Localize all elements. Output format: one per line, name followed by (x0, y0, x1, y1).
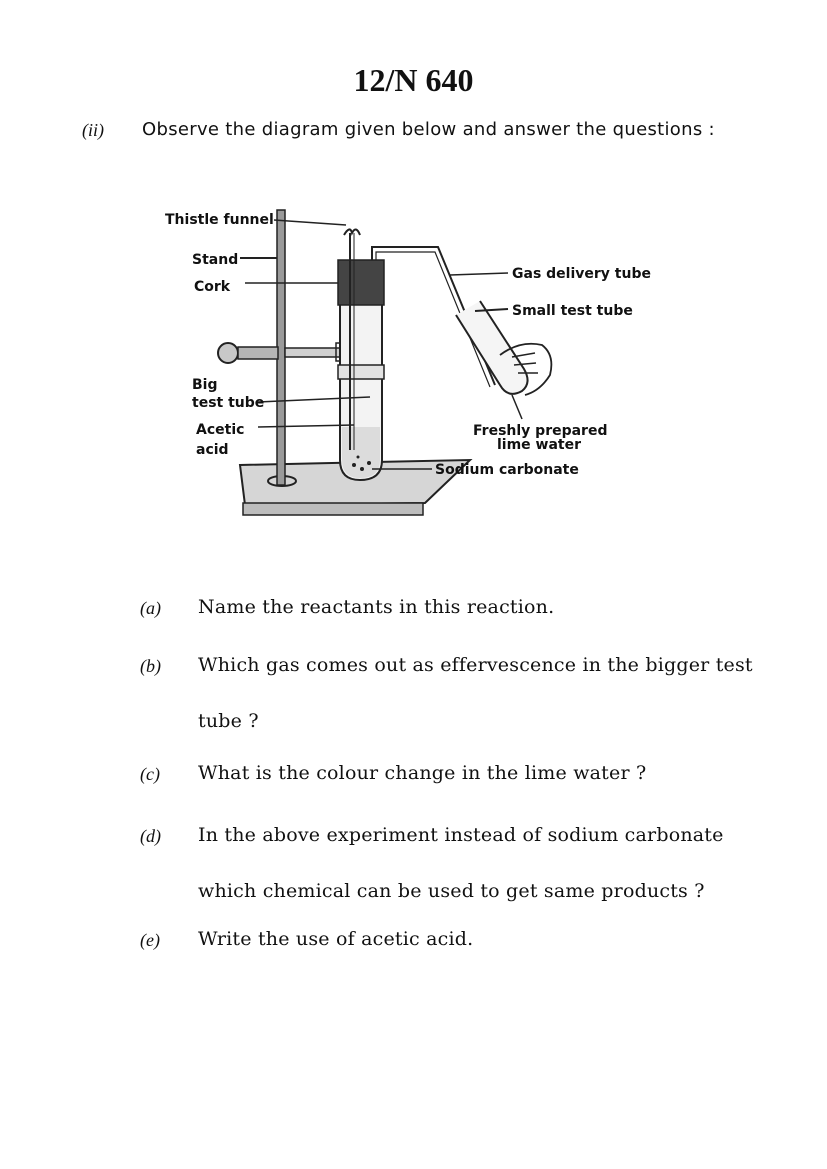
label-lime-water: Freshly prepared (473, 423, 608, 439)
label-big-test-tube: test tube (192, 395, 265, 411)
label-sodium-carbonate: Sodium carbonate (435, 462, 579, 478)
subquestion-text: Write the use of acetic acid. (198, 928, 474, 950)
question-intro: Observe the diagram given below and answer the questions : (142, 119, 715, 140)
label-lime-water: lime water (497, 437, 582, 453)
label-big-test-tube: Big (192, 377, 218, 393)
subquestion-text: Which gas comes out as effervescence in the bigger test tube ? (198, 654, 753, 732)
stand-base-front (243, 503, 423, 515)
subquestion-letter: (c) (140, 764, 160, 784)
clamp-arm (285, 348, 340, 357)
apparatus-diagram (140, 195, 660, 535)
label-cork: Cork (194, 279, 231, 295)
subquestion-text: What is the colour change in the lime water ? (198, 762, 647, 784)
subquestion-letter: (b) (140, 656, 161, 676)
label-thistle-funnel: Thistle funnel (165, 212, 274, 228)
subquestion-letter: (d) (140, 826, 161, 846)
label-stand: Stand (192, 252, 239, 268)
sodium-carbonate-dot (357, 456, 360, 459)
thistle-funnel-top (344, 229, 360, 235)
subquestion-letter: (e) (140, 930, 160, 950)
tube-collar (338, 365, 384, 379)
sodium-carbonate-dot (367, 461, 371, 465)
clamp-knob (218, 343, 238, 363)
cork (338, 260, 384, 305)
subquestion-text: In the above experiment instead of sodium carbonate which chemical can be used to get same products ? (198, 824, 724, 902)
leader-lime-water (512, 395, 522, 419)
leader-gas-delivery-tube (450, 273, 508, 275)
subquestion-letter: (a) (140, 598, 161, 618)
question-number: (ii) (82, 120, 104, 140)
subquestion-text: Name the reactants in this reaction. (198, 596, 555, 618)
clamp-screw (238, 347, 278, 359)
paper-code: 12/N 640 (353, 62, 474, 98)
label-small-test-tube: Small test tube (512, 303, 633, 319)
label-acetic-acid: Acetic (196, 422, 245, 438)
sodium-carbonate-dot (360, 467, 364, 471)
sodium-carbonate-dot (352, 463, 356, 467)
label-gas-delivery-tube: Gas delivery tube (512, 266, 651, 282)
label-acetic-acid: acid (196, 442, 229, 458)
